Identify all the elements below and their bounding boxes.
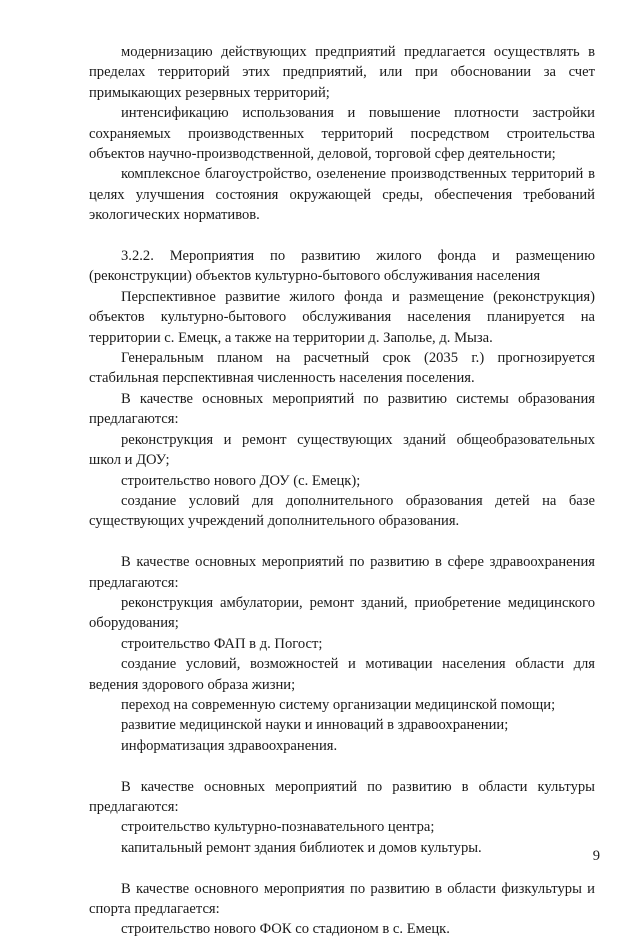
paragraph: интенсификацию использования и повышение плотности застройки сохраняемых производственных территорий посредством строительства объектов научно-производственной, деловой, торговой сфер деятельности; [89,105,595,163]
paragraph: модернизацию действующих предприятий предлагается осуществлять в пределах территорий этих предприятий, или при обосновании за счет примыкающих резервных территорий; [89,44,595,101]
list-item: строительство нового ДОУ (с. Емецк); [121,472,361,489]
list-item: реконструкция и ремонт существующих зданий общеобразовательных школ и ДОУ; [89,431,595,469]
list-item: реконструкция амбулатории, ремонт зданий, приобретение медицинского оборудования; [89,594,595,632]
paragraph: Перспективное развитие жилого фонда и размещение (реконструкция) объектов культурно-бытового обслуживания населения планируется на территории с. Емецк, а также на территории д. Заполье, д. Мыза. [89,288,595,346]
paragraph: В качестве основного мероприятия по развитию в области физкультуры и спорта предлагается: [89,880,595,917]
list-item: капитальный ремонт здания библиотек и домов культуры. [121,839,482,856]
section-heading: 3.2.2. Мероприятия по развитию жилого фонда и размещению (реконструкции) объектов культурно-бытового обслуживания населения [89,248,595,285]
page-number: 9 [592,848,600,864]
list-item: строительство ФАП в д. Погост; [121,635,323,652]
list-item: создание условий, возможностей и мотивации населения области для ведения здорового образа жизни; [89,656,595,693]
paragraph: В качестве основных мероприятий по развитию в сфере здравоохранения предлагаются: [89,554,595,591]
list-item: переход на современную систему организации медицинской помощи; [121,696,556,713]
body-text [89,42,595,940]
paragraph: В качестве основных мероприятий по развитию в области культуры предлагаются: [89,778,595,815]
list-item: строительство нового ФОК со стадионом в с. Емецк. [121,921,450,938]
list-item: создание условий для дополнительного образования детей на базе существующих учреждений дополнительного образования. [89,492,595,530]
list-item: строительство культурно-познавательного центра; [121,819,435,836]
paragraph: В качестве основных мероприятий по развитию системы образования предлагаются: [89,390,595,428]
paragraph: Генеральным планом на расчетный срок (2035 г.) прогнозируется стабильная перспективная численность населения поселения. [89,350,595,387]
list-item: развитие медицинской науки и инноваций в здравоохранении; [121,717,509,734]
paragraph: комплексное благоустройство, озеленение производственных территорий в целях улучшения состояния окружающей среды, обеспечения требований экологических нормативов. [89,166,595,224]
list-item: информатизация здравоохранения. [121,737,338,754]
